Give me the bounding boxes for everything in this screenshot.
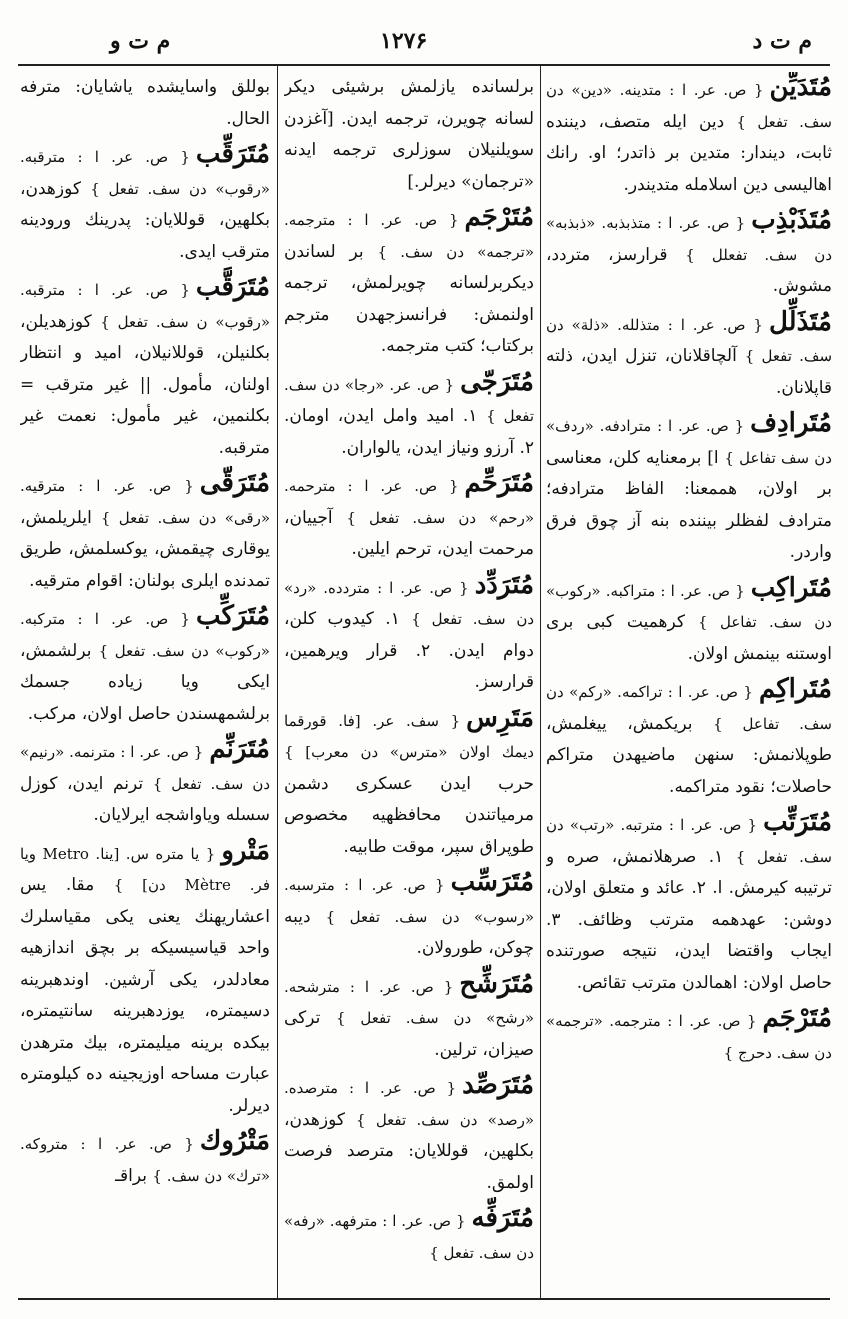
headword: مُتَرَنِّم — [209, 734, 270, 764]
definition: بوللق واسایشده یاشایان: مترفه الحال. — [20, 77, 270, 129]
grammar-note: { ص. عر. ا : مترادفه. «ردف» دن سف تفاعل } — [546, 417, 832, 467]
definition: آلچاقلانان، تنزل ایدن، ذلته قاپلانان. — [546, 346, 832, 398]
headword: مُتَرَقّی — [199, 468, 270, 498]
dictionary-entry — [284, 1070, 534, 1199]
grammar-note: { ص. عر. ا : مترنمه. «رنیم» دن سف. تفعل } — [20, 743, 270, 793]
dictionary-entry — [546, 674, 832, 803]
dictionary-entry — [284, 202, 534, 363]
grammar-note: { ص. عر. ا : مترجمه. «ترجمه» دن سف. دحرج } — [546, 1012, 832, 1062]
headword: مَتْرو — [221, 835, 270, 866]
grammar-note: { ص. عر. ا : مترشحه. «رشح» دن سف. تفعل } — [284, 977, 534, 1027]
column-divider-right — [540, 66, 541, 1298]
definition: دیبه چوکن، طورولان. — [284, 906, 534, 958]
grammar-note: { ص. عر. ا : متذلله. «ذلة» دن سف. تفعل } — [546, 315, 832, 365]
grammar-note: { ص. عر. ا : مترقبه. «رقوب» دن سف. تفعل } — [20, 148, 270, 198]
grammar-note: { ص. عر. ا : متروکه. «ترك» دن سف. } — [20, 1135, 270, 1185]
definition: ۱. کیدوب کلن، دوام ایدن. ۲. قرار ویرهمین، قرارسز. — [284, 609, 534, 692]
grammar-note: { ص. عر. «رجا» دن سف. تفعل } — [284, 375, 534, 425]
dictionary-entry — [20, 601, 270, 730]
page-header — [0, 22, 848, 62]
headword: مُتَرْجَم — [464, 202, 534, 232]
column-middle — [284, 72, 534, 1294]
dictionary-entry — [284, 367, 534, 465]
dictionary-entry — [546, 1003, 832, 1069]
definition: بر لساندن دیکربرلسانه چویرلمش، ترجمه اولنمش: فرانسزجهدن مترجم برکتاب؛ کتب مترجمه. — [284, 241, 534, 356]
definition: قرارسز، متردد، مشوش. — [546, 244, 832, 296]
definition: ا] برمعنایه کلن، معناسی بر اولان، هممعنا: الفاظ مترادفه؛ مترادف لفظلر بیننده بنه آز چوق فرق واردر. — [546, 447, 832, 562]
headword: مُتَذَبْذِب — [751, 205, 832, 235]
headword: مُتَراکِم — [758, 674, 832, 704]
grammar-note: { ص. عر. ا : متذبذبه. «ذبذبه» دن سف. تفعلل } — [546, 214, 832, 264]
definition: دین ایله متصف، دیننده ثابت، دیندار: متدین بر ذاتدر؛ او. رانك اهالیسی دین اسلامله متدیندر. — [546, 111, 832, 195]
headword: مُتَرَقِّب — [195, 139, 270, 169]
definition: کوزهدن، بکلهین، قوللایان: پدرینك ورودینه مترقب ایدی. — [20, 178, 270, 262]
header-rule — [18, 64, 830, 66]
grammar-note: { ص. عر. ا : مترکبه. «رکوب» دن سف. تفعل } — [20, 610, 270, 660]
headword: مَتْرُوك — [199, 1126, 270, 1156]
headword: مُتَرَصِّد — [462, 1070, 534, 1100]
page-number: ۱۲۷۶ — [380, 28, 428, 54]
headword: مُتَرْجَم — [762, 1003, 832, 1033]
dictionary-entry — [20, 272, 270, 464]
definition: بریکمش، ییغلمش، طوپلانمش: سنهن ماضیهدن متراکم حاصلات؛ نقود متراکمه. — [546, 713, 832, 797]
dictionary-entry — [546, 307, 832, 405]
definition: کوزهدیلن، بکلنیلن، قوللانیلان، امید و انتظار اولنان، مأمول. || غیر مترقب = بکلنمین، غیر مأمول: نعمت غیر مترقبه. — [20, 311, 270, 458]
dictionary-entry — [20, 139, 270, 268]
column-left — [20, 72, 270, 1294]
grammar-note: { ص. عر. ا : متردده. «رد» دن سف. تفعل } — [284, 578, 534, 628]
dictionary-entry — [284, 703, 534, 864]
headword: مُتَرَدِّد — [474, 569, 534, 600]
column-right — [546, 72, 832, 1294]
grammar-note: { ص. عر. ا : مترتبه. «رتب» دن سف. تفعل } — [546, 816, 832, 866]
headword: مُتَرَشِّح — [459, 968, 534, 999]
dictionary-entry — [20, 734, 270, 832]
definition: براقـ — [115, 1165, 148, 1186]
dictionary-entry — [284, 72, 534, 198]
definition: ۱. صرهلانمش، صره و ترتیبه کیرمش. ا. ۲. عائد و متعلق اولان، دوشن: عهدهمه مترتب وظائف. ۳. ایجاب واقتضا ایدن، نتیجه صورتنده حاصل اولان: اهمالدن مترتب تقائص. — [546, 846, 832, 993]
dictionary-entry — [284, 1203, 534, 1269]
definition: ترکی صیزان، ترلین. — [284, 1008, 534, 1060]
grammar-note: { ص. عر. ا : مترفهه. «رفه» دن سف. تفعل } — [284, 1212, 534, 1262]
grammar-note: { ص. عر. ا : متراکبه. «رکوب» دن سف. تفاعل } — [546, 581, 832, 631]
guide-word-right: م ت د — [752, 28, 812, 54]
definition: آجییان، مرحمت ایدن، ترحم ایلین. — [284, 507, 534, 559]
dictionary-entry — [20, 72, 270, 135]
dictionary-entry — [546, 72, 832, 201]
dictionary-entry — [20, 468, 270, 597]
grammar-note: { ص. عر. ا : متدینه. «دین» دن سف. تفعل } — [546, 81, 832, 131]
headword: مُتَرَحِّم — [464, 468, 534, 498]
headword: مَتَرِس — [466, 702, 534, 733]
headword: مُتَراکِب — [750, 572, 832, 603]
grammar-note: { ص. عر. ا : مترصده. «رصد» دن سف. تفعل } — [284, 1079, 534, 1129]
definition: برلشمش، ایکی ویا زیاده جسمك برلشمهسندن حاصل اولان، مرکب. — [20, 640, 270, 724]
headword: مُتَدَيِّن — [769, 72, 832, 102]
grammar-note: { ص. عر. ا : مترقیه. «رقی» دن سف. تفعل } — [20, 477, 270, 527]
grammar-note: { ص. عر. ا : تراکمه. «رکم» دن سف. تفاعل } — [546, 683, 832, 733]
grammar-note: { یا متره س. [ینا. Metro ویا فر. Mètre دن] } — [20, 844, 270, 894]
dictionary-entry — [284, 570, 534, 699]
definition: مقا. یس اعشاریهنك یعنی یکی مقیاسلرك واحد قیاسیسیکه بر بچق اندازهیه معادلدر، یکی آرشین. اوندهبرینه دسیمتره، یوزدهبرینه سانتیمتره، بیکده برینه میلیمتره، بیك مترهدن عبارت مساحه اوزیجینه ده کیلومتره دیرلر. — [20, 875, 270, 1116]
grammar-note: { سف. عر. [فا. قورقما دیمك اولان «مترس» دن معرب] } — [284, 711, 534, 761]
grammar-note: { ص. عر. ا : مترجمه. «ترجمه» دن سف. } — [284, 211, 534, 261]
definition: ترنم ایدن، کوزل سسله ویاواشجه ایرلایان. — [20, 773, 270, 825]
headword: مُتَرَتِّب — [763, 807, 832, 837]
column-divider-left — [277, 66, 278, 1298]
dictionary-entry — [20, 836, 270, 1123]
definition: کرهمیت کبی بری اوستنه بینمش اولان. — [546, 612, 832, 664]
dictionary-entry — [284, 468, 534, 566]
definition: برلسانده یازلمش برشیئی دیکر لسانه چویرن، ترجمه ایدن. [آغزدن سویلنیلان سوزلری ترجمه ایدنه «ترجمان» دیرلر.] — [284, 77, 534, 192]
dictionary-entry — [546, 205, 832, 303]
definition: ایلریلمش، یوقاری چیقمش، یوکسلمش، طریق تمدنده ایلری بولنان: اقوام مترقیه. — [20, 507, 270, 591]
headword: مُتَرَجّی — [460, 366, 534, 397]
dictionary-entry — [20, 1126, 270, 1192]
headword: مُتَرادِف — [750, 408, 832, 438]
headword: مُتَرَقَّب — [195, 272, 270, 302]
definition: حرب ایدن عسکری دشمن مرمیاتندن محافظهیه مخصوص طوپراق سپر، موقت طابیه. — [284, 773, 534, 857]
guide-word-left: م ت و — [110, 28, 171, 54]
grammar-note: { ص. عر. ا : مترسبه. «رسوب» دن سف. تفعل } — [284, 876, 534, 926]
headword: مُتَذَلِّل — [768, 306, 832, 337]
definition: ۱. امید وامل ایدن، اومان. ۲. آرزو ونیاز ایدن، یالواران. — [284, 406, 534, 458]
dictionary-entry — [284, 969, 534, 1067]
grammar-note: { ص. عر. ا : مترحمه. «رحم» دن سف. تفعل } — [284, 477, 534, 527]
headword: مُتَرَکِّب — [195, 601, 270, 631]
grammar-note: { ص. عر. ا : مترقبه. «رقوب» ن سف. تفعل } — [20, 281, 270, 331]
definition: کوزهدن، بکلهین، قوللایان: مترصد فرصت اولمق. — [284, 1109, 534, 1193]
headword: مُتَرَسِّب — [450, 867, 534, 897]
dictionary-entry — [546, 408, 832, 569]
dictionary-entry — [546, 573, 832, 671]
headword: مُتَرَفِّه — [471, 1203, 534, 1233]
dictionary-entry — [546, 807, 832, 999]
footer-rule — [18, 1298, 830, 1300]
dictionary-entry — [284, 867, 534, 965]
